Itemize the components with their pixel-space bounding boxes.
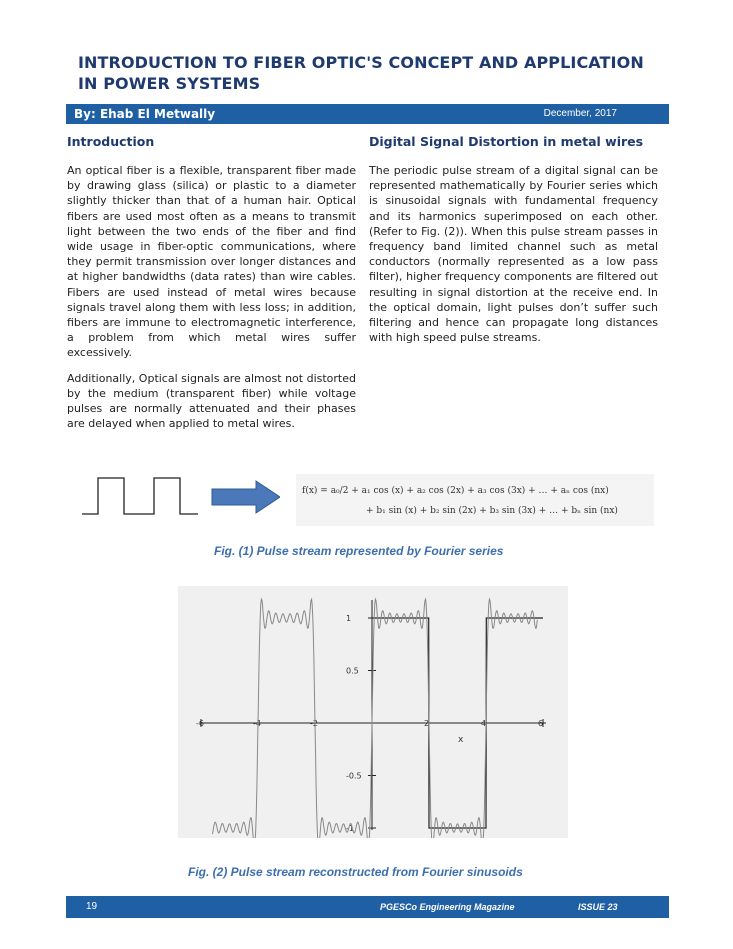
paragraph: An optical fiber is a flexible, transparent fiber made by drawing glass (silica) or plastic to a diameter slightly thicker than that of a human hair. Optical fibers are used most often as a means to transmit light between the two ends of the fiber and find wide usage in fiber-optic communications, where they permit transmission over longer distances and at higher bandwidths (data rates) than wire cables. Fibers are used instead of metal wires because signals travel along them with less loss; in addition, fibers are immune to electromagnetic interference, a problem from which metal wires suffer excessively.	[67, 164, 356, 360]
left-column	[67, 134, 356, 441]
publish-date: December, 2017	[543, 108, 617, 119]
x-tick-label: -6	[196, 719, 204, 728]
introduction-heading: Introduction	[67, 134, 155, 149]
figure-1	[80, 470, 660, 530]
fourier-plot	[178, 586, 568, 838]
pulse-train	[82, 478, 198, 514]
figure-2-caption: Fig. (2) Pulse stream reconstructed from Fourier sinusoids	[188, 865, 523, 879]
x-tick-label: -4	[253, 719, 261, 728]
right-column	[369, 134, 658, 355]
distortion-heading: Digital Signal Distortion in metal wires	[369, 134, 644, 149]
fourier-formula	[296, 474, 654, 526]
magazine-name: PGESCo Engineering Magazine	[380, 902, 515, 912]
formula-line-1: f(x) = a₀/2 + a₁ cos (x) + a₂ cos (2x) + a₃ cos (3x) + … + aₙ cos (nx)	[302, 486, 609, 496]
paragraph: Additionally, Optical signals are almost not distorted by the medium (transparent fiber) while voltage pulses are normally attenuated and their phases are delayed when applied to metal wires.	[67, 371, 356, 431]
y-tick-label: -0.5	[346, 771, 362, 781]
pulse-stream-drawing	[80, 470, 280, 530]
x-tick-label: 2	[424, 719, 430, 728]
y-tick-label: 0.5	[346, 666, 359, 676]
y-tick-label: 1	[346, 614, 352, 623]
x-tick-label: 4	[481, 719, 487, 728]
paragraph: The periodic pulse stream of a digital signal can be represented mathematically by Fourier series which is sinusoidal signals with fundamental frequency and its harmonics superimposed on each other. (Refer to Fig. (2)). When this pulse stream passes in frequency band limited channel such as metal conductors (normally represented as a low pass filter), higher frequency components are filtered out resulting in signal distortion at the receive end. In the optical domain, light pulses don’t suffer such filtering and hence can propagate long distances with high speed pulse streams.	[369, 164, 658, 345]
x-tick-label: 6	[538, 719, 544, 728]
x-tick-label: -2	[310, 719, 318, 728]
figure-2	[178, 586, 568, 838]
x-axis-label: x	[458, 735, 464, 745]
formula-line-2: + b₁ sin (x) + b₂ sin (2x) + b₃ sin (3x) + … + bₙ sin (nx)	[366, 506, 618, 516]
fourier-approximation-line	[212, 599, 537, 838]
article-title: INTRODUCTION TO FIBER OPTIC'S CONCEPT AND APPLICATION IN POWER SYSTEMS	[78, 53, 644, 93]
author-name: By: Ehab El Metwally	[74, 107, 216, 121]
page-number: 19	[86, 901, 98, 912]
byline-bar	[66, 104, 669, 124]
footer-bar	[66, 896, 669, 918]
figure-1-caption: Fig. (1) Pulse stream represented by Fourier series	[214, 544, 504, 558]
y-tick-label: -1	[346, 824, 354, 833]
issue-number: ISSUE 23	[578, 902, 618, 912]
right-arrow-icon	[212, 481, 280, 513]
